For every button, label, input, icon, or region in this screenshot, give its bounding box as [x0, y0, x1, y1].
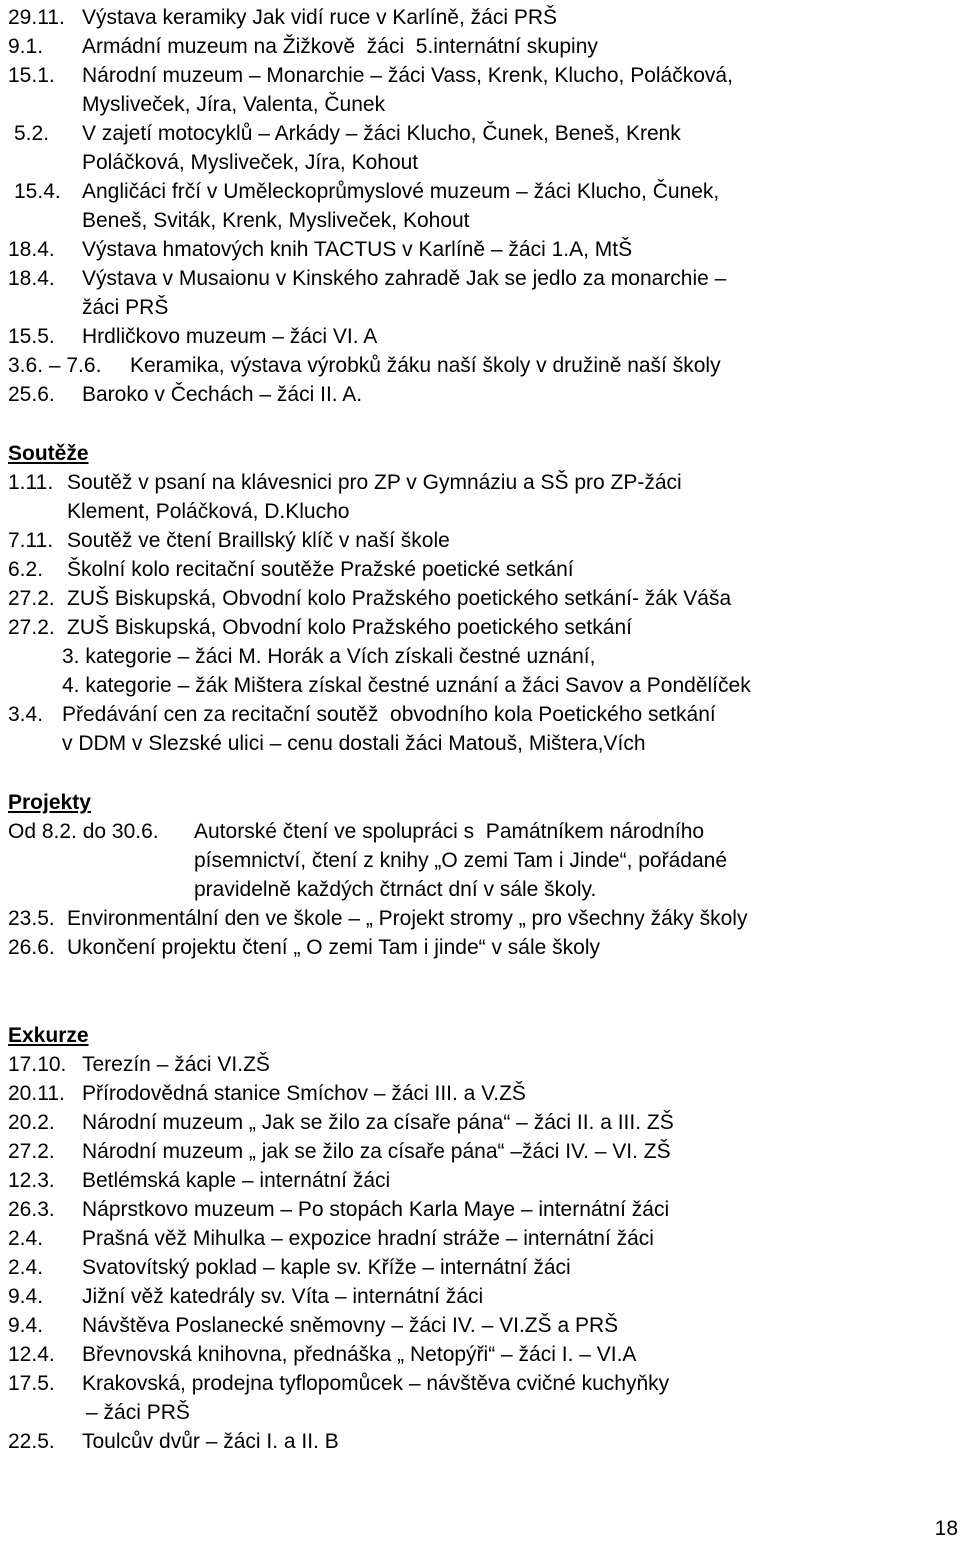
list-item-text: Národní muzeum „ Jak se žilo za císaře pána“ – žáci II. a III. ZŠ — [82, 1111, 674, 1134]
list-item-text: Mysliveček, Jíra, Valenta, Čunek — [82, 93, 386, 116]
list-item-date: 23.5. — [8, 907, 55, 930]
list-item-text: Krakovská, prodejna tyflopomůcek – návštěva cvičné kuchyňky — [82, 1372, 670, 1395]
list-item-date: 3.6. – 7.6. — [8, 354, 102, 377]
list-item-date: 9.4. — [8, 1285, 44, 1308]
list-item-text: Přírodovědná stanice Smíchov – žáci III. a V.ZŠ — [82, 1082, 526, 1105]
list-item-date: 22.5. — [8, 1430, 55, 1453]
list-item-text: Autorské čtení ve spolupráci s Památníkem národního — [194, 820, 705, 843]
list-item-date: 2.4. — [8, 1227, 44, 1250]
list-item-date: 25.6. — [8, 383, 55, 406]
list-item-text: Baroko v Čechách – žáci II. A. — [82, 383, 363, 406]
list-item-text: Armádní muzeum na Žižkově žáci 5.internátní skupiny — [82, 35, 598, 58]
list-item-text: 4. kategorie – žák Mištera získal čestné uznání a žáci Savov a Pondělíček — [62, 674, 751, 697]
list-item-date: 27.2. — [8, 587, 55, 610]
list-item-date: 6.2. — [8, 558, 44, 581]
list-item-text: písemnictví, čtení z knihy „O zemi Tam i Jinde“, pořádané — [194, 849, 727, 872]
list-item-date: 17.10. — [8, 1053, 67, 1076]
list-item-date: 1.11. — [8, 471, 54, 494]
list-item-text: Terezín – žáci VI.ZŠ — [82, 1053, 270, 1076]
list-item-text: Beneš, Sviták, Krenk, Mysliveček, Kohout — [82, 209, 470, 232]
list-item-date: 17.5. — [8, 1372, 55, 1395]
list-item-text: Poláčková, Mysliveček, Jíra, Kohout — [82, 151, 419, 174]
list-item-text: v DDM v Slezské ulici – cenu dostali žáci Matouš, Mištera,Vích — [62, 732, 646, 755]
list-item-date: 12.4. — [8, 1343, 55, 1366]
list-item-text: Předávání cen za recitační soutěž obvodního kola Poetického setkání — [62, 703, 716, 726]
list-item-date: 15.1. — [8, 64, 55, 87]
list-item-text: Svatovítský poklad – kaple sv. Kříže – internátní žáci — [82, 1256, 571, 1279]
list-item-date: 26.3. — [8, 1198, 55, 1221]
list-item-text: Hrdličkovo muzeum – žáci VI. A — [82, 325, 378, 348]
list-item-text: Výstava hmatových knih TACTUS v Karlíně – žáci 1.A, MtŠ — [82, 238, 633, 261]
section-heading-excursions: Exkurze — [8, 1024, 89, 1047]
list-item-text: Národní muzeum – Monarchie – žáci Vass, Krenk, Klucho, Poláčková, — [82, 64, 733, 87]
list-item-text: Výstava keramiky Jak vidí ruce v Karlíně, žáci PRŠ — [82, 6, 557, 29]
list-item-date: 3.4. — [8, 703, 44, 726]
list-item-date: 27.2. — [8, 1140, 55, 1163]
list-item-text: Školní kolo recitační soutěže Pražské poetické setkání — [67, 558, 574, 581]
list-item-text: V zajetí motocyklů – Arkády – žáci Klucho, Čunek, Beneš, Krenk — [82, 122, 681, 145]
list-item-date: 15.4. — [14, 180, 61, 203]
list-item-date: 7.11. — [8, 529, 54, 552]
list-item-text: žáci PRŠ — [82, 296, 169, 319]
list-item-date: 20.11. — [8, 1082, 65, 1105]
list-item-text: Angličáci frčí v Uměleckoprůmyslové muzeum – žáci Klucho, Čunek, — [82, 180, 720, 203]
list-item-text: Ukončení projektu čtení „ O zemi Tam i jinde“ v sále školy — [67, 936, 600, 959]
list-item-text: Betlémská kaple – internátní žáci — [82, 1169, 391, 1192]
page-number: 18 — [934, 1517, 958, 1540]
list-item-text: ZUŠ Biskupská, Obvodní kolo Pražského poetického setkání- žák Váša — [67, 587, 732, 610]
list-item-date: 12.3. — [8, 1169, 55, 1192]
list-item-text: 3. kategorie – žáci M. Horák a Vích získali čestné uznání, — [62, 645, 596, 668]
section-heading-competitions: Soutěže — [8, 442, 89, 465]
list-item-text: Břevnovská knihovna, přednáška „ Netopýři“ – žáci I. – VI.A — [82, 1343, 637, 1366]
list-item-text: Klement, Poláčková, D.Klucho — [67, 500, 350, 523]
list-item-date: 29.11. — [8, 6, 65, 29]
list-item-date: 27.2. — [8, 616, 55, 639]
list-item-text: Prašná věž Mihulka – expozice hradní stráže – internátní žáci — [82, 1227, 654, 1250]
list-item-text: Výstava v Musaionu v Kinského zahradě Jak se jedlo za monarchie – — [82, 267, 727, 290]
section-heading-projects: Projekty — [8, 791, 91, 814]
list-item-date: 9.4. — [8, 1314, 44, 1337]
list-item-date: 5.2. — [14, 122, 50, 145]
list-item-text: Návštěva Poslanecké sněmovny – žáci IV. – VI.ZŠ a PRŠ — [82, 1314, 619, 1337]
list-item-text: pravidelně každých čtrnáct dní v sále školy. — [194, 878, 597, 901]
list-item-text: Soutěž ve čtení Braillský klíč v naší škole — [67, 529, 450, 552]
list-item-date: 26.6. — [8, 936, 55, 959]
list-item-date: 9.1. — [8, 35, 44, 58]
list-item-text: Toulcův dvůr – žáci I. a II. B — [82, 1430, 339, 1453]
list-item-text: Environmentální den ve škole – „ Projekt stromy „ pro všechny žáky školy — [67, 907, 748, 930]
list-item-text: Keramika, výstava výrobků žáku naší školy v družině naší školy — [130, 354, 721, 377]
list-item-text: Soutěž v psaní na klávesnici pro ZP v Gymnáziu a SŠ pro ZP-žáci — [67, 471, 682, 494]
list-item-text: Náprstkovo muzeum – Po stopách Karla Maye – internátní žáci — [82, 1198, 670, 1221]
list-item-text: Národní muzeum „ jak se žilo za císaře pána“ –žáci IV. – VI. ZŠ — [82, 1140, 671, 1163]
list-item-date: 20.2. — [8, 1111, 55, 1134]
list-item-date: 15.5. — [8, 325, 55, 348]
list-item-date: Od 8.2. do 30.6. — [8, 820, 159, 843]
list-item-date: 2.4. — [8, 1256, 44, 1279]
list-item-text: ZUŠ Biskupská, Obvodní kolo Pražského poetického setkání — [67, 616, 632, 639]
list-item-text: Jižní věž katedrály sv. Víta – internátní žáci — [82, 1285, 484, 1308]
list-item-date: 18.4. — [8, 238, 55, 261]
list-item-text: – žáci PRŠ — [86, 1401, 190, 1424]
list-item-date: 18.4. — [8, 267, 55, 290]
